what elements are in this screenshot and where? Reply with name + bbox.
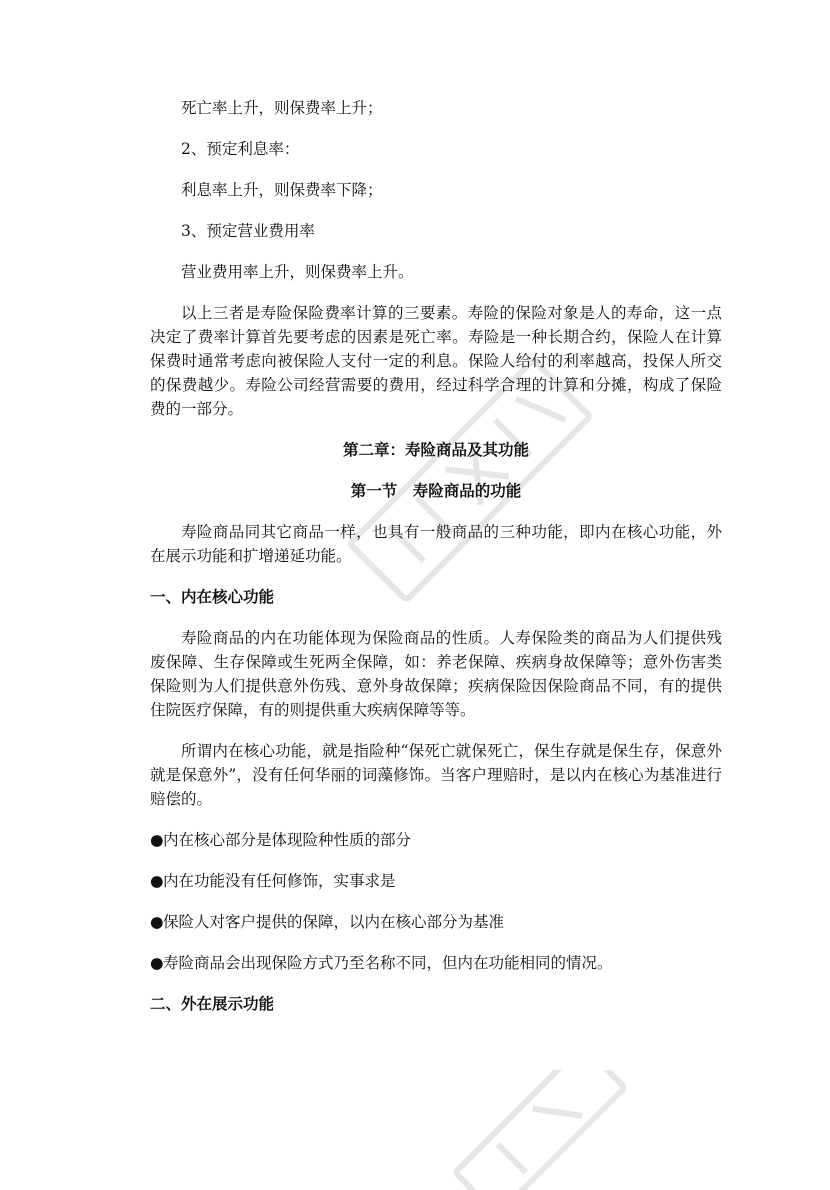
watermark-fragment-icon bbox=[420, 1070, 660, 1190]
paragraph-three-elements: 以上三者是寿险保险费率计算的三要素。寿险的保险对象是人的寿命，这一点决定了费率计算首先要考虑的因素是死亡率。寿险是一种长期合约，保险人在计算保费时通常考虑向被保险人支付一定的利息。保险人给付的利率越高，投保人所交的保费越少。寿险公司经营需要的费用，经过科学合理的计算和分摊，构成了保险费的一部分。 bbox=[150, 304, 722, 418]
chapter-title: 第二章：寿险商品及其功能 bbox=[342, 441, 529, 459]
paragraph-core-function: 寿险商品的内在功能体现为保险商品的性质。人寿保险类的商品为人们提供残废保障、生存保障或生死两全保障，如：养老保障、疾病身故保障等；意外伤害类保险则为人们提供意外伤残、意外身故保障；疾病保险因保险商品不同，有的提供住院医疗保障，有的则提供重大疾病保障等等。 bbox=[150, 629, 722, 719]
bullet-text: 内在核心部分是体现险种性质的部分 bbox=[163, 831, 412, 849]
section-title: 第一节 寿险商品的功能 bbox=[350, 482, 522, 500]
bullet-item bbox=[150, 828, 722, 852]
paragraph-core-definition: 所谓内在核心功能，就是指险种“保死亡就保死亡，保生存就是保生存，保意外就是保意外”，没有任何华丽的词藻修饰。当客户理赔时，是以内在核心为基准进行赔偿的。 bbox=[150, 742, 722, 808]
paragraph-interest: 利息率上升，则保费率下降； bbox=[181, 181, 383, 199]
bullet-icon: ● bbox=[150, 872, 164, 890]
paragraph-intro: 寿险商品同其它商品一样，也具有一般商品的三种功能，即内在核心功能，外在展示功能和扩增递延功能。 bbox=[150, 523, 722, 565]
bullet-icon: ● bbox=[150, 831, 164, 849]
bullet-item bbox=[150, 869, 722, 893]
bullet-item bbox=[150, 951, 722, 975]
bullet-item bbox=[150, 910, 722, 934]
subheading-display-function: 二、外在展示功能 bbox=[150, 995, 275, 1013]
bullet-icon: ● bbox=[150, 913, 164, 931]
paragraph-expense: 营业费用率上升，则保费率上升。 bbox=[181, 263, 414, 281]
paragraph-mortality: 死亡率上升，则保费率上升； bbox=[181, 99, 383, 117]
bullet-text: 寿险商品会出现保险方式乃至名称不同，但内在功能相同的情况。 bbox=[163, 954, 613, 972]
paragraph-expense-heading: 3、预定营业费用率 bbox=[181, 222, 315, 240]
subheading-core-function: 一、内在核心功能 bbox=[150, 588, 275, 606]
bullet-text: 保险人对客户提供的保障，以内在核心部分为基准 bbox=[163, 913, 505, 931]
bullet-text: 内在功能没有任何修饰，实事求是 bbox=[163, 872, 396, 890]
paragraph-interest-heading: 2、预定利息率： bbox=[181, 140, 300, 158]
document-body bbox=[150, 96, 722, 1033]
bullet-icon: ● bbox=[150, 954, 164, 972]
